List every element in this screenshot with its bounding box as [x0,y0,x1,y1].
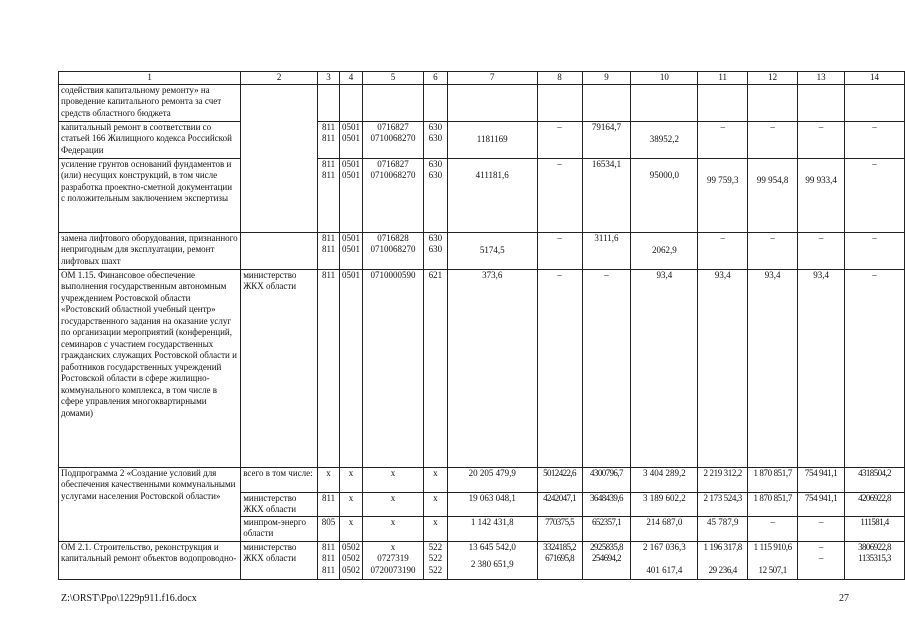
value-cell: – [698,121,748,158]
value-cell: 754 941,1 [798,467,845,492]
value-cell: 79164,7 [582,121,631,158]
code-cell: x [340,516,363,541]
code-cell: 0716827 [377,121,409,132]
code-cell: 811 [321,121,336,132]
row-name: капитальный ремонт в соответствии со статьей 166 Жилищного кодекса Российской Федерации [59,121,241,158]
value-cell: 3324185,2 [543,541,576,552]
row-name: содействия капитальному ремонту» на проведение капитального ремонта за счет средств областного бюджета [59,84,241,121]
code-cell: 522 [428,541,443,552]
value-cell: 95000,0 [631,158,698,232]
value-cell: 45 787,9 [698,516,748,541]
value-cell: 3111,6 [582,232,631,269]
value-cell: 4300796,7 [582,467,631,492]
code-cell: 0710068270 [370,133,416,143]
value-cell: 93,4 [631,269,698,467]
value-cell: 13 645 542,0 [468,541,516,552]
value-cell: 1 870 851,7 [748,492,798,516]
value-cell: 1181169 [447,121,537,158]
header-cell: 8 [537,72,582,85]
value-cell: 1 870 851,7 [748,467,798,492]
value-cell: – [537,158,582,232]
row-name: Подпрограмма 2 «Создание условий для обеспечения качественными коммунальными услугами населения Ростовской области» [59,467,241,541]
code-cell: 811 [321,158,336,169]
header-cell: 10 [631,72,698,85]
code-cell: 0501 [340,269,363,467]
value-cell: 12 507,1 [758,565,787,575]
executor-cell: министерство ЖКХ области [241,269,318,467]
code-cell: x [363,516,424,541]
value-cell: 411181,6 [447,158,537,232]
value-cell: 2 167 036,3 [642,541,686,552]
table-row [59,232,905,269]
value-cell: – [537,269,582,467]
value-cell: – [845,269,905,467]
value-cell: 93,4 [798,269,845,467]
code-cell: 0502 [342,541,361,552]
value-cell: – [748,232,798,269]
executor-cell: министерство ЖКХ области [241,492,318,516]
header-cell: 14 [845,72,905,85]
footer-file-path: Z:\ORST\Ppo\1229p911.f16.docx [61,593,197,604]
code-cell: 0501 [342,121,361,132]
header-cell: 6 [423,72,447,85]
value-cell: 3 189 602,2 [631,492,698,516]
value-cell: 4242047,1 [537,492,582,516]
code-cell: 0502 [342,553,361,563]
value-cell: – [818,541,824,552]
code-cell: 811 [318,269,340,467]
code-cell: 0501 [342,232,361,243]
executor-cell: минпром-энерго области [241,516,318,541]
code-cell: 630 [428,244,443,254]
code-cell: x [423,467,447,492]
value-cell: 770375,5 [537,516,582,541]
executor-cell: всего в том числе: [241,467,318,492]
value-cell: 652357,1 [582,516,631,541]
code-cell: x [340,467,363,492]
table-row [59,541,905,579]
value-cell: 16534,1 [582,158,631,232]
value-cell: – [798,516,845,541]
value-cell: 2 173 524,3 [698,492,748,516]
value-cell: – [537,232,582,269]
header-cell: 13 [798,72,845,85]
value-cell: 214 687,0 [631,516,698,541]
value-cell: 19 063 048,1 [447,492,537,516]
header-cell: 1 [59,72,241,85]
header-cell: 3 [318,72,340,85]
value-cell: 38952,2 [631,121,698,158]
code-cell: 805 [318,516,340,541]
table-row [59,158,905,232]
value-cell: 4318504,2 [845,467,905,492]
table-row [59,84,905,121]
value-cell: – [845,121,905,158]
code-cell: 0710068270 [370,244,416,254]
value-cell: 1135315,3 [858,553,891,563]
table-row [59,467,905,492]
table-row [59,121,905,158]
code-cell: 811 [321,170,336,180]
value-cell: – [582,269,631,467]
value-cell: – [798,232,845,269]
value-cell: 29 236,4 [708,565,737,575]
value-cell: 3 404 289,2 [631,467,698,492]
row-name: замена лифтового оборудования, признанного непригодным для эксплуатации, ремонт лифтовых шахт [59,232,241,269]
value-cell: 20 205 479,9 [447,467,537,492]
header-cell: 5 [363,72,424,85]
code-cell: 0716827 [377,158,409,169]
value-cell: 373,6 [447,269,537,467]
value-cell: – [798,121,845,158]
code-cell: 0720073190 [370,564,416,575]
header-cell: 7 [447,72,537,85]
value-cell: 99 759,3 [698,158,748,232]
value-cell: – [748,121,798,158]
page-number: 27 [839,593,849,604]
value-cell: – [845,158,905,232]
code-cell: 522 [428,564,443,575]
executor-cell [241,84,318,232]
value-cell: 111581,4 [845,516,905,541]
value-cell: 401 617,4 [646,565,683,575]
code-cell: 0501 [342,170,361,180]
executor-cell: министерство ЖКХ области [241,541,318,579]
value-cell: 1 142 431,8 [447,516,537,541]
code-cell: 811 [318,492,340,516]
code-cell: 811 [321,564,336,575]
code-cell: 630 [428,170,443,180]
code-cell: x [340,492,363,516]
code-cell: 811 [321,541,336,552]
table-row [59,269,905,467]
code-cell: x [318,467,340,492]
code-cell: 0710068270 [370,170,416,180]
value-cell: 99 954,8 [748,158,798,232]
code-cell: 0727319 [377,553,409,563]
code-cell: 0501 [342,244,361,254]
value-cell: 2062,9 [631,232,698,269]
code-cell: 811 [321,232,336,243]
code-cell: 0710000590 [363,269,424,467]
value-cell: – [698,232,748,269]
value-cell: 93,4 [748,269,798,467]
value-cell: 754 941,1 [798,492,845,516]
value-cell: 254694,2 [591,553,621,563]
code-cell: 630 [428,232,443,243]
value-cell: 2 219 312,2 [698,467,748,492]
value-cell: 1 196 317,8 [703,541,742,552]
value-cell: – [748,516,798,541]
code-cell: x [423,516,447,541]
code-cell: 0501 [342,158,361,169]
budget-table [58,71,905,580]
value-cell: 99 933,4 [798,158,845,232]
code-cell: 0502 [342,564,361,575]
code-cell: 630 [428,158,443,169]
value-cell: – [537,121,582,158]
value-cell: – [845,232,905,269]
code-cell: 811 [321,244,336,254]
code-cell: 811 [321,133,336,143]
code-cell: x [363,492,424,516]
value-cell: 1 115 910,6 [753,541,792,552]
value-cell: 93,4 [698,269,748,467]
value-cell: 4206922,8 [845,492,905,516]
value-cell: 5174,5 [447,232,537,269]
value-cell: 3648439,6 [582,492,631,516]
code-cell: x [363,467,424,492]
row-name: ОМ 1.15. Финансовое обеспечение выполнения государственным автономным учреждением Ростовской области «Ростовский областной учебный центр» государственного задания на оказание услуг по организации мероприятий (конференций, семинаров с участием государственных гражданских служащих Ростовской области и работников государственных учреждений Ростовской области в сфере жилищно-коммунального комплекса, в том числе в сфере управления многоквартирными домами) [59,269,241,467]
header-cell: 4 [340,72,363,85]
code-cell: 522 [428,553,443,563]
header-cell: 12 [748,72,798,85]
value-cell: 2 380 651,9 [470,559,514,569]
value-cell: 2925835,8 [590,541,623,552]
header-cell: 2 [241,72,318,85]
value-cell: 3806922,8 [858,541,891,552]
code-cell: 0501 [342,133,361,143]
value-cell: 671695,8 [545,553,575,563]
row-name: усиление грунтов оснований фундаментов и (или) несущих конструкций, в том числе разработка проектно-сметной документации с положительным заключением экспертизы [59,158,241,232]
header-cell: 9 [582,72,631,85]
code-cell: 0716828 [377,232,409,243]
value-cell: 5012422,6 [537,467,582,492]
code-cell: x [423,492,447,516]
code-cell: 811 [321,553,336,563]
header-cell: 11 [698,72,748,85]
code-cell: 630 [428,133,443,143]
row-name: ОМ 2.1. Строительство, реконструкция и капитальный ремонт объектов водопроводно- [59,541,241,579]
code-cell: 621 [423,269,447,467]
code-cell: x [390,541,396,552]
code-cell: 630 [428,121,443,132]
header-row [59,72,905,85]
value-cell: – [818,553,824,563]
